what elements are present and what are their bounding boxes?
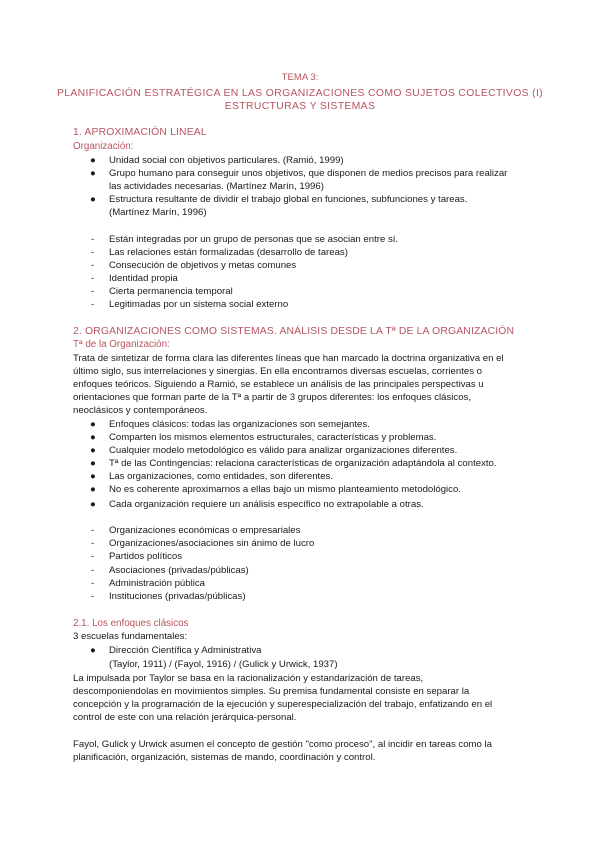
section1-bullet-continuation: (Martínez Marín, 1996) xyxy=(109,207,207,218)
section2-dash-item: Organizaciones económicas o empresariales xyxy=(109,525,301,536)
section2-intro-line: último siglo, sus interrelaciones y sinergias. En ella encontramos diversas escuelas, corrientes o xyxy=(73,366,482,377)
section21-heading: 2.1. Los enfoques clásicos xyxy=(73,618,189,629)
section1-dash-item: Legitimadas por un sistema social externo xyxy=(109,299,289,310)
section21-paragraph-line: concepción y la programación de la ejecución y superespecialización del trabajo, enfatizando en el xyxy=(73,699,493,710)
dash-icon: - xyxy=(91,299,95,310)
bullet-icon: ● xyxy=(90,155,96,166)
section1-dash-item: Están integradas por un grupo de personas que se asocian entre sí. xyxy=(109,234,399,245)
section1-subheading: Organización: xyxy=(73,141,134,152)
section2-bullet: Enfoques clásicos: todas las organizaciones son semejantes. xyxy=(109,419,370,430)
dash-icon: - xyxy=(91,538,95,549)
section1-dash-item: Cierta permanencia temporal xyxy=(109,286,233,297)
document-title-line1: PLANIFICACIÓN ESTRATÉGICA EN LAS ORGANIZACIONES COMO SUJETOS COLECTIVOS (I) xyxy=(56,88,543,99)
dash-icon: - xyxy=(91,260,95,271)
dash-icon: - xyxy=(91,286,95,297)
section2-bullet: Cada organización requiere un análisis específico no extrapolable a otras. xyxy=(109,499,424,510)
section1-bullet: Unidad social con objetivos particulares. (Ramió, 1999) xyxy=(109,155,344,166)
dash-icon: - xyxy=(91,591,95,602)
section2-intro-line: Trata de sintetizar de forma clara las diferentes líneas que han marcado la doctrina organizativa en el xyxy=(73,353,504,364)
bullet-icon: ● xyxy=(90,432,96,443)
section2-intro-line: neoclásicos y contemporáneos. xyxy=(73,405,208,416)
section2-dash-item: Asociaciones (privadas/públicas) xyxy=(109,565,249,576)
bullet-icon: ● xyxy=(90,471,96,482)
bullet-icon: ● xyxy=(90,499,96,510)
section21-paragraph-line: descomponiendolas en movimientos simples. Su premisa fundamental consiste en separar la xyxy=(73,686,470,697)
section2-bullet: Tª de las Contingencias: relaciona características de organización adaptándola al contexto. xyxy=(109,458,497,469)
section1-dash-item: Identidad propia xyxy=(109,273,178,284)
bullet-icon: ● xyxy=(90,194,96,205)
section2-dash-item: Organizaciones/asociaciones sin ánimo de lucro xyxy=(109,538,315,549)
section2-dash-item: Administración pública xyxy=(109,578,205,589)
bullet-icon: ● xyxy=(90,168,96,179)
bullet-icon: ● xyxy=(90,419,96,430)
section21-paragraph-line: Fayol, Gulick y Urwick asumen el concepto de gestión "como proceso", al incidir en tareas como la xyxy=(73,739,492,750)
section1-dash-item: Consecución de objetivos y metas comunes xyxy=(109,260,297,271)
section1-bullet: Grupo humano para conseguir unos objetivos, que disponen de medios precisos para realizar xyxy=(109,168,508,179)
document-title-line2: ESTRUCTURAS Y SISTEMAS xyxy=(224,101,376,112)
dash-icon: - xyxy=(91,525,95,536)
section21-paragraph-line: La impulsada por Taylor se basa en la racionalización y estandarización de tareas, xyxy=(73,673,424,684)
bullet-icon: ● xyxy=(90,458,96,469)
section2-intro-line: enfoques teóricos. Siguiendo a Ramió, se establece un análisis de las principales perspectivas u xyxy=(73,379,484,390)
dash-icon: - xyxy=(91,565,95,576)
section2-bullet: Cualquier modelo metodológico es válido para analizar organizaciones diferentes. xyxy=(109,445,458,456)
tema-label: TEMA 3: xyxy=(281,72,319,83)
dash-icon: - xyxy=(91,578,95,589)
section2-subheading: Tª de la Organización: xyxy=(73,339,170,350)
bullet-icon: ● xyxy=(90,645,96,656)
section2-bullet: No es coherente aproximarnos a ellas bajo un mismo planteamiento metodológico. xyxy=(109,484,461,495)
section21-paragraph-line: control de este con una relación jerárquica-personal. xyxy=(73,712,297,723)
bullet-icon: ● xyxy=(90,445,96,456)
section1-bullet-continuation: las actividades necesarias. (Martínez Marín, 1996) xyxy=(109,181,324,192)
section2-bullet: Comparten los mismos elementos estructurales, características y problemas. xyxy=(109,432,437,443)
section21-paragraph-line: planificación, organización, sistemas de mando, coordinación y control. xyxy=(73,752,376,763)
bullet-icon: ● xyxy=(90,484,96,495)
dash-icon: - xyxy=(91,247,95,258)
section2-dash-item: Instituciones (privadas/públicas) xyxy=(109,591,246,602)
dash-icon: - xyxy=(91,273,95,284)
section2-heading: 2. ORGANIZACIONES COMO SISTEMAS. ANÁLISIS DESDE LA Tª DE LA ORGANIZACIÓN xyxy=(73,326,515,337)
dash-icon: - xyxy=(91,234,95,245)
section2-bullet: Las organizaciones, como entidades, son diferentes. xyxy=(109,471,333,482)
section1-bullet: Estructura resultante de dividir el trabajo global en funciones, subfunciones y tareas. xyxy=(109,194,468,205)
section21-bullet: Dirección Científica y Administrativa xyxy=(109,645,262,656)
section1-dash-item: Las relaciones están formalizadas (desarrollo de tareas) xyxy=(109,247,348,258)
dash-icon: - xyxy=(91,551,95,562)
section1-heading: 1. APROXIMACIÓN LINEAL xyxy=(73,127,207,138)
section21-citation: (Taylor, 1911) / (Fayol, 1916) / (Gulick y Urwick, 1937) xyxy=(109,659,338,670)
section21-intro: 3 escuelas fundamentales: xyxy=(73,631,188,642)
section2-intro-line: orientaciones que forman parte de la Tª a partir de 3 grupos diferentes: los enfoques clásicos, xyxy=(73,392,472,403)
section2-dash-item: Partidos políticos xyxy=(109,551,183,562)
